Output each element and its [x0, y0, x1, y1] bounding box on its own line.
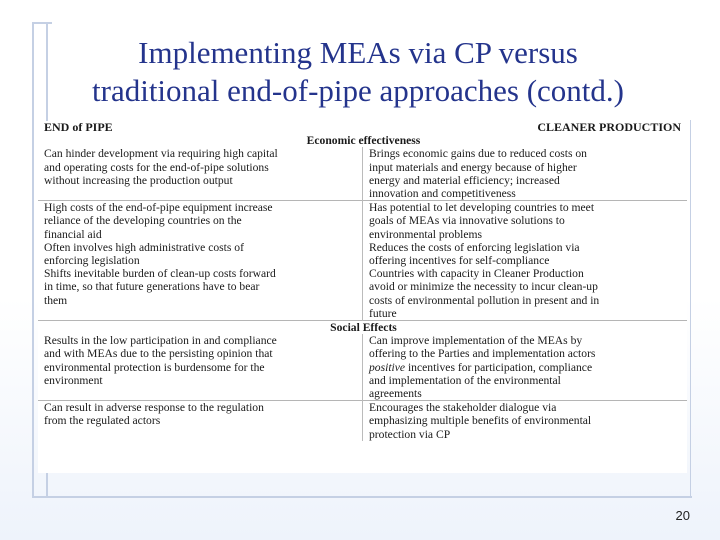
table-row [38, 334, 687, 401]
row2-cleaner-production [363, 201, 688, 321]
cell-line: environment [44, 373, 103, 387]
cell-line: them [44, 293, 68, 307]
row2-end-of-pipe [38, 201, 363, 321]
row1-cleaner-production [363, 147, 688, 200]
row4-end-of-pipe [38, 401, 363, 441]
table-row [38, 201, 687, 321]
cell-line: Reduces the costs of enforcing legislation via [369, 240, 580, 254]
cell-line: Can hinder development via requiring high capital [44, 147, 278, 161]
page-number: 20 [675, 508, 690, 523]
cell-line: input materials and energy because of higher [369, 160, 577, 174]
cell-line: and implementation of the environmental [369, 373, 561, 387]
cell-line: High costs of the end-of-pipe equipment increase [44, 201, 273, 215]
cell-line: avoid or minimize the necessity to incur clean-up [369, 280, 598, 294]
cell-line: from the regulated actors [44, 414, 161, 428]
cell-line: Often involves high administrative costs of [44, 240, 244, 254]
cell-line: goals of MEAs via innovative solutions to [369, 214, 565, 228]
cell-line: in time, so that future generations have to bear [44, 280, 260, 294]
table-row [38, 401, 687, 441]
header-end-of-pipe: END of PIPE [44, 121, 113, 134]
cell-line: environmental problems [369, 227, 483, 241]
cell-line: financial aid [44, 227, 102, 241]
italic-word: positive [369, 360, 406, 374]
cell-line: Results in the low participation in and compliance [44, 334, 277, 348]
title-line-2: traditional end-of-pipe approaches (contd.) [92, 73, 624, 108]
table-row [38, 147, 687, 200]
slide-title [38, 34, 678, 110]
cell-line-rest: incentives for participation, compliance [405, 360, 593, 374]
cell-line: environmental protection is burdensome for the [44, 360, 265, 374]
row3-end-of-pipe [38, 334, 363, 401]
section-social-effects: Social Effects [38, 321, 687, 335]
header-cleaner-production: CLEANER PRODUCTION [537, 121, 681, 134]
cell-line: future [369, 306, 397, 320]
row4-cleaner-production [363, 401, 688, 441]
cell-line: reliance of the developing countries on the [44, 214, 242, 228]
cell-line: Can improve implementation of the MEAs by [369, 334, 583, 348]
cell-line: Encourages the stakeholder dialogue via [369, 401, 557, 415]
cell-line: protection via CP [369, 427, 451, 441]
cell-line: and operating costs for the end-of-pipe solutions [44, 160, 269, 174]
comparison-table [38, 121, 687, 441]
frame-line-bottom [32, 496, 692, 498]
row1-end-of-pipe [38, 147, 363, 200]
cell-line: offering to the Parties and implementation actors [369, 347, 596, 361]
cell-line: and with MEAs due to the persisting opinion that [44, 347, 273, 361]
cell-line [369, 361, 683, 374]
cell-line: without increasing the production output [44, 173, 233, 187]
cell-line: emphasizing multiple benefits of environmental [369, 414, 592, 428]
cell-line: enforcing legislation [44, 254, 140, 268]
cell-line: innovation and competitiveness [369, 187, 516, 201]
title-line-1: Implementing MEAs via CP versus [138, 35, 578, 70]
section-row-economic [38, 134, 687, 147]
cell-line: offering incentives for self-compliance [369, 254, 550, 268]
cell-line: agreements [369, 387, 422, 401]
cell-line: Has potential to let developing countries to meet [369, 201, 595, 215]
cell-line: costs of environmental pollution in present and in [369, 293, 600, 307]
frame-bracket-top [32, 22, 52, 24]
frame-line-right [690, 120, 691, 498]
comparison-table-image [38, 121, 687, 473]
row3-cleaner-production [363, 334, 688, 401]
section-row-social [38, 321, 687, 335]
cell-line: Countries with capacity in Cleaner Production [369, 267, 584, 281]
cell-line: Brings economic gains due to reduced costs on [369, 147, 587, 161]
table-header-row [38, 121, 687, 134]
cell-line: Can result in adverse response to the regulation [44, 401, 264, 415]
section-economic-effectiveness: Economic effectiveness [306, 134, 421, 148]
cell-line: Shifts inevitable burden of clean-up costs forward [44, 267, 276, 281]
cell-line: energy and material efficiency; increased [369, 173, 560, 187]
